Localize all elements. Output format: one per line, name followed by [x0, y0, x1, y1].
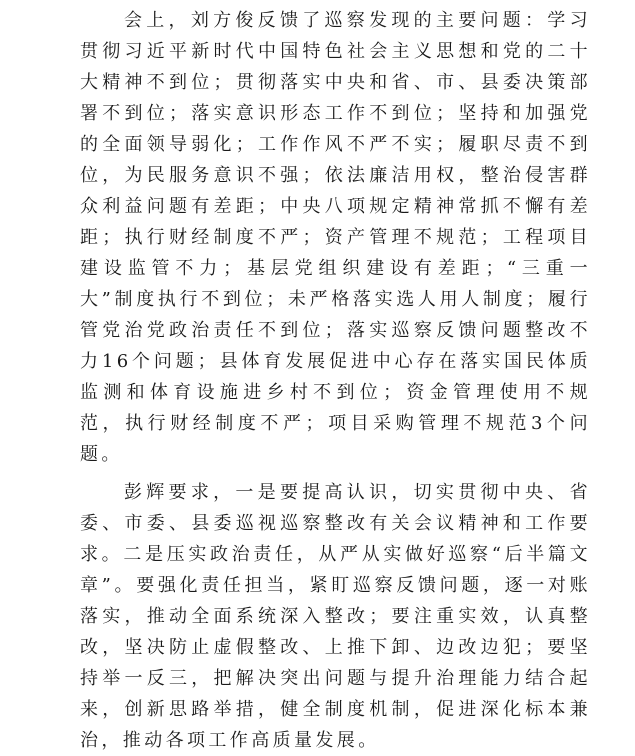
paragraph-requirements: 彭辉要求，一是要提高认识，切实贯彻中央、省委、市委、县委巡视巡察整改有关会议精神和工作要求。二是压实政治责任，从严从实做好巡察“后半篇文章”。要强化责任担当，紧盯巡察反馈问题，逐一对账落实，推动全面系统深入整改；要注重实效，认真整改，坚决防止虚假整改、上推下卸、边改边犯；要坚持举一反三，把解决突出问题与提升治理能力结合起来，创新思路举措，健全制度机制，促进深化标本兼治，推动各项工作高质量发展。 — [80, 482, 591, 751]
paragraph-feedback-issues: 会上，刘方俊反馈了巡察发现的主要问题：学习贯彻习近平新时代中国特色社会主义思想和党的二十大精神不到位；贯彻落实中央和省、市、县委决策部署不到位；落实意识形态工作不到位；坚持和加强党的全面领导弱化；工作作风不严不实；履职尽责不到位，为民服务意识不强；依法廉洁用权，整治侵害群众利益问题有差距；中央八项规定精神常抓不懈有差距；执行财经制度不严；资产管理不规范；工程项目建设监管不力；基层党组织建设有差距；“三重一大”制度执行不到位；未严格落实选人用人制度；履行管党治党政治责任不到位；落实巡察反馈问题整改不力16个问题；县体育发展促进中心存在落实国民体质监测和体育设施进乡村不到位；资金管理使用不规范，执行财经制度不严；项目采购管理不规范3个问题。 — [80, 10, 591, 465]
